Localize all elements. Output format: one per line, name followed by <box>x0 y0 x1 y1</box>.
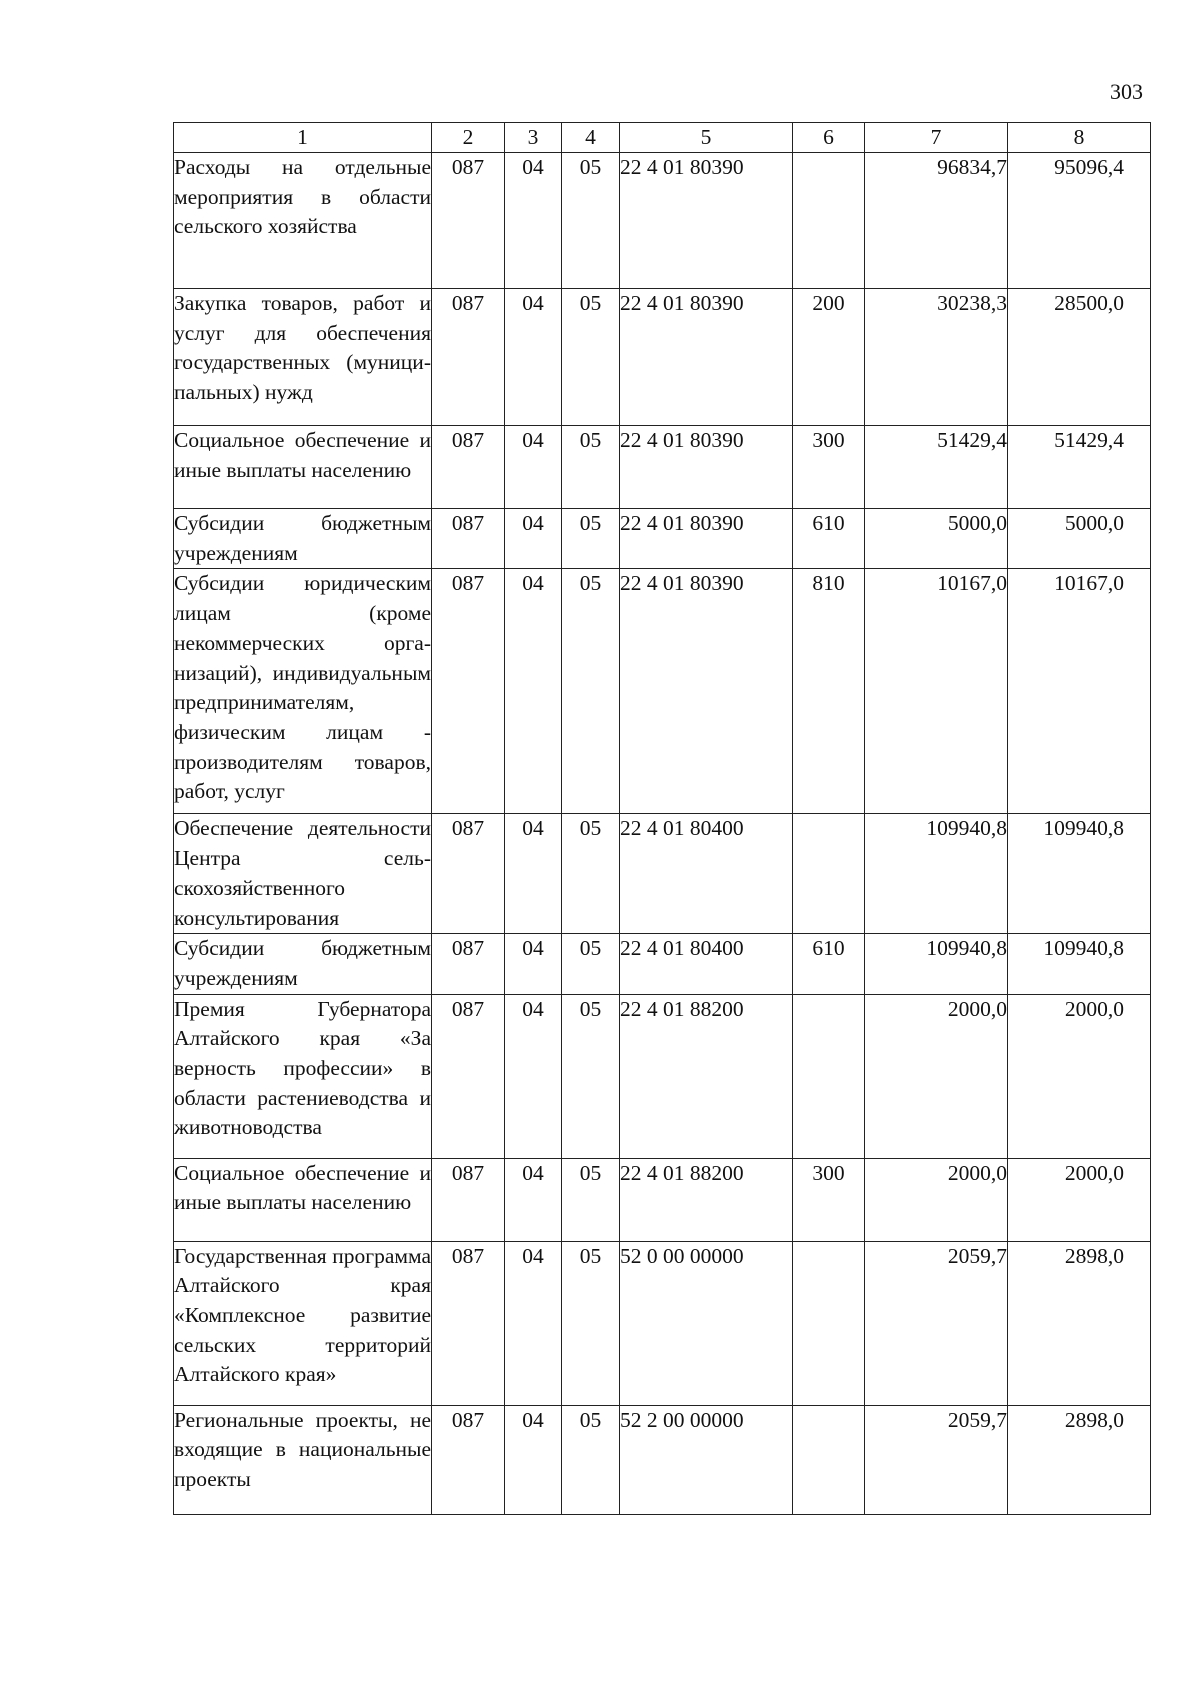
section-code-cell: 04 <box>505 1158 562 1241</box>
ministry-code-cell: 087 <box>432 1241 505 1405</box>
expense-name-cell: Субсидии бюджетным учреждениям <box>174 934 432 994</box>
column-header: 1 <box>174 123 432 153</box>
expense-name-cell: Премия Губернатора Алтайского края «За верность профессии» в области растениеводства и животноводства <box>174 994 432 1158</box>
expense-name-cell: Региональные проекты, не входящие в национальные проекты <box>174 1405 432 1514</box>
ministry-code-cell: 087 <box>432 153 505 289</box>
target-article-cell: 22 4 01 80390 <box>620 569 793 814</box>
expense-name-cell: Государственная программа Алтайского края «Комплексное развитие сельских территорий Алтайского края» <box>174 1241 432 1405</box>
expense-name-cell: Социальное обеспечение и иные выплаты населению <box>174 426 432 509</box>
amount-year1-cell: 2000,0 <box>865 1158 1008 1241</box>
subsection-code-cell: 05 <box>562 569 620 814</box>
subsection-code-cell: 05 <box>562 994 620 1158</box>
expense-type-cell <box>793 153 865 289</box>
expense-type-cell <box>793 1241 865 1405</box>
section-code-cell: 04 <box>505 1241 562 1405</box>
target-article-cell: 22 4 01 80400 <box>620 934 793 994</box>
subsection-code-cell: 05 <box>562 426 620 509</box>
ministry-code-cell: 087 <box>432 289 505 426</box>
expense-type-cell <box>793 994 865 1158</box>
amount-year2-cell: 109940,8 <box>1008 934 1151 994</box>
expense-name-cell: Обеспечение деятельности Центра сельскохозяйственного консультирования <box>174 814 432 934</box>
amount-year1-cell: 5000,0 <box>865 509 1008 569</box>
table-row <box>174 289 1151 426</box>
amount-year1-cell: 51429,4 <box>865 426 1008 509</box>
table-row <box>174 509 1151 569</box>
ministry-code-cell: 087 <box>432 1158 505 1241</box>
table-row <box>174 569 1151 814</box>
amount-year2-cell: 5000,0 <box>1008 509 1151 569</box>
expense-type-cell: 300 <box>793 1158 865 1241</box>
amount-year1-cell: 109940,8 <box>865 934 1008 994</box>
ministry-code-cell: 087 <box>432 934 505 994</box>
table-body <box>174 153 1151 1515</box>
column-header: 6 <box>793 123 865 153</box>
amount-year2-cell: 10167,0 <box>1008 569 1151 814</box>
amount-year2-cell: 51429,4 <box>1008 426 1151 509</box>
amount-year1-cell: 96834,7 <box>865 153 1008 289</box>
expense-type-cell: 200 <box>793 289 865 426</box>
subsection-code-cell: 05 <box>562 1158 620 1241</box>
expense-name-cell: Субсидии бюджетным учреждениям <box>174 509 432 569</box>
amount-year1-cell: 2059,7 <box>865 1405 1008 1514</box>
section-code-cell: 04 <box>505 994 562 1158</box>
target-article-cell: 22 4 01 80390 <box>620 426 793 509</box>
subsection-code-cell: 05 <box>562 934 620 994</box>
subsection-code-cell: 05 <box>562 289 620 426</box>
section-code-cell: 04 <box>505 569 562 814</box>
amount-year1-cell: 109940,8 <box>865 814 1008 934</box>
amount-year2-cell: 2000,0 <box>1008 1158 1151 1241</box>
page-number: 303 <box>1110 79 1143 104</box>
table-row <box>174 1241 1151 1405</box>
expense-name-cell: Расходы на отдельные мероприятия в области сельского хозяйства <box>174 153 432 289</box>
column-header: 4 <box>562 123 620 153</box>
subsection-code-cell: 05 <box>562 153 620 289</box>
expense-type-cell <box>793 814 865 934</box>
expense-type-cell: 610 <box>793 934 865 994</box>
table-row <box>174 934 1151 994</box>
header-row <box>174 123 1151 153</box>
target-article-cell: 22 4 01 80390 <box>620 153 793 289</box>
column-header: 2 <box>432 123 505 153</box>
target-article-cell: 22 4 01 88200 <box>620 994 793 1158</box>
amount-year1-cell: 2000,0 <box>865 994 1008 1158</box>
amount-year1-cell: 2059,7 <box>865 1241 1008 1405</box>
target-article-cell: 52 0 00 00000 <box>620 1241 793 1405</box>
amount-year2-cell: 95096,4 <box>1008 153 1151 289</box>
target-article-cell: 22 4 01 80390 <box>620 509 793 569</box>
table-row <box>174 153 1151 289</box>
subsection-code-cell: 05 <box>562 509 620 569</box>
ministry-code-cell: 087 <box>432 569 505 814</box>
amount-year2-cell: 109940,8 <box>1008 814 1151 934</box>
amount-year2-cell: 2898,0 <box>1008 1241 1151 1405</box>
expense-name-cell: Субсидии юридическим лицам (кроме некоммерческих организаций), индивидуальным предпринимателям, физическим лицам - производителям товаров, работ, услуг <box>174 569 432 814</box>
amount-year2-cell: 2000,0 <box>1008 994 1151 1158</box>
section-code-cell: 04 <box>505 509 562 569</box>
table-row <box>174 814 1151 934</box>
expense-type-cell <box>793 1405 865 1514</box>
amount-year1-cell: 10167,0 <box>865 569 1008 814</box>
target-article-cell: 52 2 00 00000 <box>620 1405 793 1514</box>
table-row <box>174 426 1151 509</box>
section-code-cell: 04 <box>505 814 562 934</box>
column-header: 8 <box>1008 123 1151 153</box>
amount-year1-cell: 30238,3 <box>865 289 1008 426</box>
amount-year2-cell: 2898,0 <box>1008 1405 1151 1514</box>
target-article-cell: 22 4 01 88200 <box>620 1158 793 1241</box>
section-code-cell: 04 <box>505 289 562 426</box>
column-header: 5 <box>620 123 793 153</box>
expense-name-cell: Социальное обеспечение и иные выплаты населению <box>174 1158 432 1241</box>
ministry-code-cell: 087 <box>432 509 505 569</box>
ministry-code-cell: 087 <box>432 1405 505 1514</box>
ministry-code-cell: 087 <box>432 426 505 509</box>
section-code-cell: 04 <box>505 934 562 994</box>
ministry-code-cell: 087 <box>432 994 505 1158</box>
budget-table <box>173 122 1151 1515</box>
subsection-code-cell: 05 <box>562 1241 620 1405</box>
ministry-code-cell: 087 <box>432 814 505 934</box>
section-code-cell: 04 <box>505 426 562 509</box>
column-header: 3 <box>505 123 562 153</box>
amount-year2-cell: 28500,0 <box>1008 289 1151 426</box>
target-article-cell: 22 4 01 80390 <box>620 289 793 426</box>
subsection-code-cell: 05 <box>562 1405 620 1514</box>
table-row <box>174 994 1151 1158</box>
expense-type-cell: 300 <box>793 426 865 509</box>
table-row <box>174 1158 1151 1241</box>
column-header: 7 <box>865 123 1008 153</box>
expense-name-cell: Закупка товаров, работ и услуг для обеспечения государственных (муниципальных) нужд <box>174 289 432 426</box>
expense-type-cell: 810 <box>793 569 865 814</box>
target-article-cell: 22 4 01 80400 <box>620 814 793 934</box>
section-code-cell: 04 <box>505 1405 562 1514</box>
subsection-code-cell: 05 <box>562 814 620 934</box>
expense-type-cell: 610 <box>793 509 865 569</box>
section-code-cell: 04 <box>505 153 562 289</box>
table-row <box>174 1405 1151 1514</box>
